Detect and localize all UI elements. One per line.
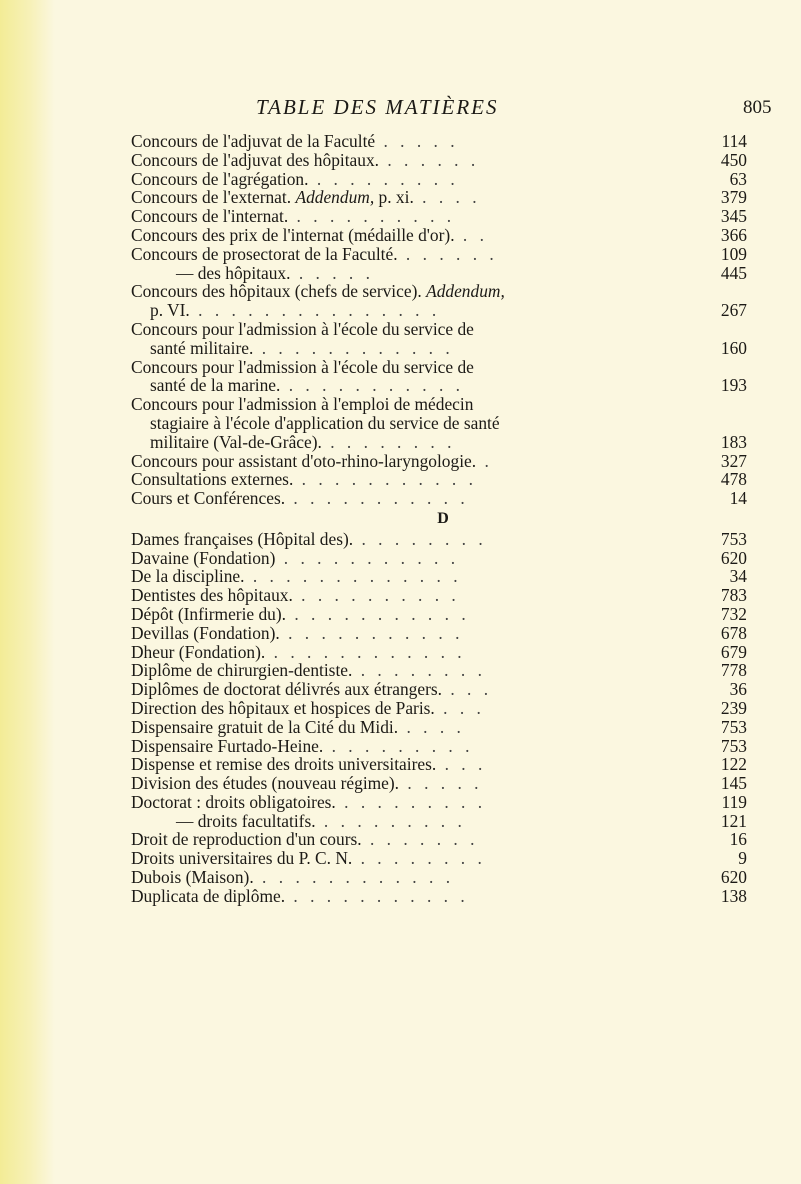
entry-page: 122 xyxy=(715,755,747,774)
dot-leader: . . . . . . . . . . . xyxy=(285,488,469,509)
dot-leader: . xyxy=(476,450,493,471)
entry-page: 121 xyxy=(715,812,747,831)
entry-label: Direction des hôpitaux et hospices de Paris. xyxy=(131,697,435,718)
entry-page: 753 xyxy=(715,718,747,737)
dot-leader: . . . . . . . . xyxy=(353,528,487,549)
dot-leader: . . . . . xyxy=(375,131,459,151)
dot-leader: . . . . . . . . . . . . xyxy=(265,641,466,662)
entry-page: 778 xyxy=(715,661,747,680)
entry-page: 138 xyxy=(715,887,747,906)
entry-line xyxy=(131,414,747,433)
dot-leader: . . . . . . . . . . . xyxy=(286,603,470,624)
entry-page: 450 xyxy=(715,151,747,170)
index-entry xyxy=(131,586,747,605)
entry-label: Diplômes de doctorat délivrés aux étrangers. xyxy=(131,679,442,700)
index-entry xyxy=(131,245,747,264)
entry-line xyxy=(131,395,747,414)
index-entry xyxy=(131,661,747,680)
index-entry xyxy=(131,395,747,451)
entry-label: Dentistes des hôpitaux. xyxy=(131,585,293,606)
entry-label: Droits universitaires du P. C. N. xyxy=(131,848,353,869)
entry-page: 783 xyxy=(715,586,747,605)
index-entry xyxy=(131,737,747,756)
running-title: TABLE DES MATIÈRES xyxy=(256,95,499,119)
entry-line xyxy=(131,358,747,377)
dot-leader: . . . . . . . . . xyxy=(323,735,474,756)
entry-label: Concours de l'externat. xyxy=(131,187,292,208)
dot-leader: . . . . xyxy=(413,187,481,208)
dot-leader: . . . . . . . . xyxy=(352,848,486,869)
entry-label: Droit de reproduction d'un cours. xyxy=(131,829,362,850)
entry-label: Duplicata de diplôme. xyxy=(131,885,286,906)
dot-leader: . . . . . xyxy=(290,262,374,283)
entry-page: 620 xyxy=(715,868,747,887)
entry-page: 9 xyxy=(732,849,747,868)
section-d-entries xyxy=(131,530,747,906)
entry-label: Concours pour l'admission à l'école du service de xyxy=(131,318,474,339)
entry-label: p. VI. xyxy=(150,300,190,321)
index-entry xyxy=(131,188,747,207)
index-entry xyxy=(131,755,747,774)
index-entry xyxy=(131,470,747,489)
index-entry xyxy=(131,549,747,568)
index-entry xyxy=(131,718,747,737)
entry-label: santé militaire. xyxy=(150,337,254,358)
entry-label: Concours de l'adjuvat de la Faculté xyxy=(131,131,376,151)
entry-label: Dames françaises (Hôpital des). xyxy=(131,528,354,549)
entry-label: Dispense et remise des droits universitaires. xyxy=(131,754,437,775)
dot-leader: . . . . . . . . . xyxy=(315,810,466,831)
index-entry xyxy=(131,830,747,849)
entry-label: Division des études (nouveau régime). xyxy=(131,773,400,794)
dot-leader: . . . . . . . xyxy=(361,829,479,850)
dot-leader: . . . xyxy=(442,679,493,700)
index-entry xyxy=(131,226,747,245)
entry-label: Dispensaire Furtado-Heine. xyxy=(131,735,324,756)
entry-page: 445 xyxy=(715,264,747,283)
entry-page: 379 xyxy=(715,188,747,207)
entry-label: Concours des prix de l'internat (médaille d'or). xyxy=(131,224,455,245)
entry-label: — droits facultatifs. xyxy=(176,810,316,831)
entry-page: 732 xyxy=(715,605,747,624)
running-header xyxy=(0,95,801,125)
entry-page: 193 xyxy=(715,376,747,395)
section-letter-d: D xyxy=(437,509,449,527)
entry-page: 14 xyxy=(724,489,747,508)
entry-page: 267 xyxy=(715,301,747,320)
page-number: 805 xyxy=(743,97,772,118)
dot-leader: . . . . . . . . xyxy=(321,431,456,452)
entry-label: Dépôt (Infirmerie du). xyxy=(131,603,287,624)
entry-label: Concours des hôpitaux (chefs de service). xyxy=(131,281,422,302)
dot-leader: . . . . . . . . . . xyxy=(288,206,456,227)
entry-line xyxy=(131,301,747,320)
dot-leader: . . . . . . . . . xyxy=(308,168,459,189)
index-entry xyxy=(131,849,747,868)
dot-leader: . . . . . . . . . . . . . xyxy=(244,566,462,587)
entry-page: 114 xyxy=(716,132,747,151)
index-entry xyxy=(131,624,747,643)
entry-label: Doctorat : droits obligatoires. xyxy=(131,791,336,812)
dot-leader: . . . . . . xyxy=(397,243,498,264)
dot-leader: . . . . . . . . . . . xyxy=(275,547,460,568)
entry-label: Concours de l'internat. xyxy=(131,206,289,227)
dot-leader: . . . . . . . . . . . . xyxy=(253,867,455,888)
dot-leader: . . . . . . . . xyxy=(352,660,486,681)
entry-line xyxy=(131,320,747,339)
entry-page: 366 xyxy=(715,226,747,245)
entry-page: 34 xyxy=(724,567,747,586)
entry-label: militaire (Val-de-Grâce). xyxy=(150,431,322,452)
entry-label-italic: Addendum, xyxy=(426,281,505,302)
entry-page: 239 xyxy=(715,699,747,718)
index-entry xyxy=(131,887,747,906)
entry-page: 753 xyxy=(715,737,747,756)
entry-page: 119 xyxy=(716,793,747,812)
entry-line xyxy=(131,433,747,452)
dot-leader: . . . xyxy=(434,697,485,718)
entry-page: 63 xyxy=(724,170,747,189)
index-entry xyxy=(131,151,747,170)
dot-leader: . . . . . . . . . . xyxy=(292,585,460,606)
dot-leader: . . . . . . . . . . . xyxy=(280,375,465,396)
index-entry xyxy=(131,452,747,471)
dot-leader: . . . . xyxy=(398,716,465,737)
index-entry xyxy=(131,264,747,283)
dot-leader: . . . . . . xyxy=(379,149,480,170)
dot-leader: . . . xyxy=(436,754,487,775)
entry-label: De la discipline. xyxy=(131,566,245,587)
index-entry xyxy=(131,793,747,812)
entry-label: Dubois (Maison). xyxy=(131,867,254,888)
index-entry xyxy=(131,699,747,718)
entry-page: 16 xyxy=(724,830,747,849)
index-entry xyxy=(131,170,747,189)
entry-label: Concours pour l'admission à l'emploi de médecin xyxy=(131,394,474,415)
index-entry xyxy=(131,812,747,831)
index-entry xyxy=(131,605,747,624)
entry-label: Concours de prosectorat de la Faculté. xyxy=(131,243,398,264)
entry-page: 679 xyxy=(715,643,747,662)
page-binding-edge xyxy=(0,0,55,1184)
entry-label: Diplôme de chirurgien-dentiste. xyxy=(131,660,353,681)
index-entry xyxy=(131,774,747,793)
index-entry xyxy=(131,868,747,887)
index-entry xyxy=(131,358,747,396)
entry-page: 678 xyxy=(715,624,747,643)
entry-label: Concours pour l'admission à l'école du service de xyxy=(131,356,474,377)
dot-leader: . . . . . . . . . xyxy=(335,791,487,812)
entry-label: — des hôpitaux. xyxy=(176,262,291,283)
entry-label: Concours de l'adjuvat des hôpitaux. xyxy=(131,149,380,170)
section-c-entries xyxy=(131,132,747,508)
index-entry xyxy=(131,680,747,699)
entry-label: Concours pour assistant d'oto-rhino-laryngologie. xyxy=(131,450,477,471)
index-entry xyxy=(131,132,747,151)
index-list xyxy=(131,132,747,906)
entry-page: 620 xyxy=(715,549,747,568)
entry-page: 753 xyxy=(715,530,747,549)
entry-page: 36 xyxy=(724,680,747,699)
index-entry xyxy=(131,207,747,226)
entry-label: santé de la marine. xyxy=(150,375,281,396)
entry-label: Cours et Conférences. xyxy=(131,488,286,509)
entry-page: 478 xyxy=(715,470,747,489)
index-entry xyxy=(131,567,747,586)
entry-page: 327 xyxy=(715,452,747,471)
entry-label: stagiaire à l'école d'application du service de santé xyxy=(150,412,500,433)
entry-label: Davaine (Fondation) xyxy=(131,547,276,568)
entry-page: 183 xyxy=(715,433,747,452)
entry-label: Concours de l'agrégation. xyxy=(131,168,309,189)
entry-label-tail: p. xi. xyxy=(374,187,414,208)
index-entry xyxy=(131,530,747,549)
dot-leader: . . xyxy=(454,224,488,245)
dot-leader: . . . . . . . . . . . . . . . xyxy=(189,300,441,321)
entry-label: Dheur (Fondation). xyxy=(131,641,266,662)
index-entry xyxy=(131,282,747,320)
entry-page: 109 xyxy=(715,245,747,264)
entry-label: Consultations externes. xyxy=(131,469,294,490)
dot-leader: . . . . . . . . . . . xyxy=(293,469,477,490)
entry-line xyxy=(131,339,747,358)
dot-leader: . . . . . . . . . . . xyxy=(285,885,469,906)
entry-page: 160 xyxy=(715,339,747,358)
entry-line xyxy=(131,282,747,301)
entry-page: 145 xyxy=(715,774,747,793)
entry-line xyxy=(131,376,747,395)
entry-label-italic: Addendum, xyxy=(295,187,375,208)
dot-leader: . . . . . xyxy=(399,773,483,794)
index-entry xyxy=(131,489,747,508)
entry-label: Dispensaire gratuit de la Cité du Midi. xyxy=(131,716,399,737)
dot-leader: . . . . . . . . . . . . xyxy=(253,337,454,358)
index-entry xyxy=(131,320,747,358)
entry-label: Devillas (Fondation). xyxy=(131,622,280,643)
dot-leader: . . . . . . . . . . . xyxy=(279,622,464,643)
index-entry xyxy=(131,643,747,662)
entry-page: 345 xyxy=(715,207,747,226)
